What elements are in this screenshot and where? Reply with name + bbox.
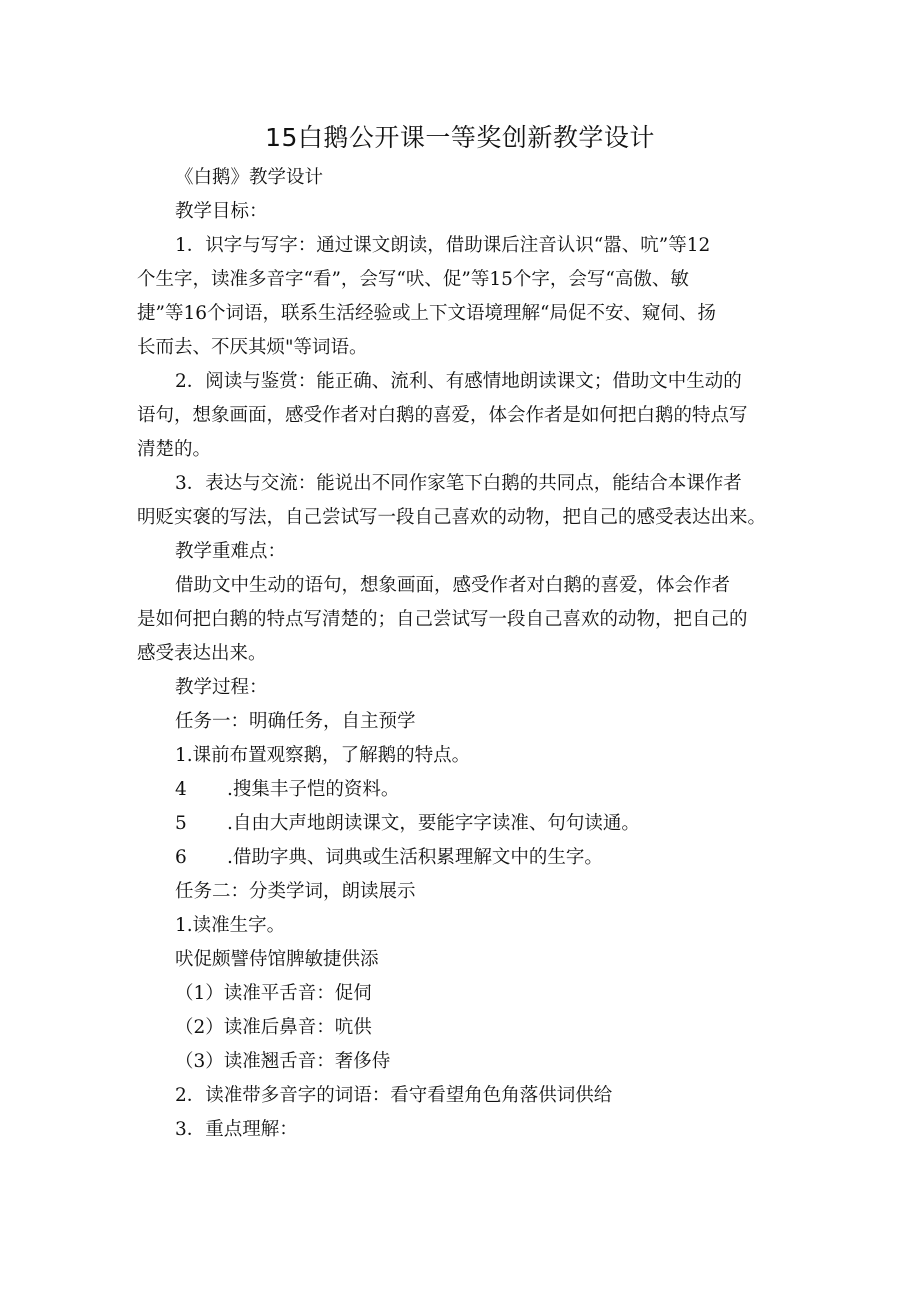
paragraph-line: 个生字，读准多音字“看”，会写“吠、促”等15个字，会写“高傲、敏 [137, 269, 689, 290]
list-text: .自由大声地朗读课文，要能字字读准、句句读通。 [227, 813, 640, 834]
paragraph-line: 语句，想象画面，感受作者对白鹅的喜爱，体会作者是如何把白鹅的特点写 [137, 405, 748, 426]
paragraph-line: 2．阅读与鉴赏：能正确、流利、有感情地朗读课文；借助文中生动的 [175, 371, 742, 392]
section-heading-key-points: 教学重难点： [175, 541, 287, 562]
subtitle: 《白鹅》教学设计 [175, 167, 324, 188]
list-item: 1.课前布置观察鹅，了解鹅的特点。 [175, 745, 471, 766]
list-text: .借助字典、词典或生活积累理解文中的生字。 [227, 847, 603, 868]
paragraph-line: 清楚的。 [137, 439, 212, 460]
sub-item: （3）读准翘舌音：奢侈侍 [175, 1051, 391, 1072]
section-heading-objectives: 教学目标： [175, 201, 268, 222]
paragraph-line: 1．识字与写字：通过课文朗读，借助课后注音认识“嚣、吭”等12 [175, 235, 711, 256]
list-item: 1.读准生字。 [175, 915, 286, 936]
document-body [137, 161, 791, 1147]
list-number: 5 [175, 813, 187, 834]
paragraph-line: 3．表达与交流：能说出不同作家笔下白鹅的共同点，能结合本课作者 [175, 473, 742, 494]
paragraph-line: 捷”等16个词语，联系生活经验或上下文语境理解“局促不安、窥伺、扬 [137, 303, 716, 324]
paragraph-line: 借助文中生动的语句，想象画面，感受作者对白鹅的喜爱，体会作者 [175, 575, 731, 596]
list-item [137, 807, 791, 841]
paragraph-line: 长而去、不厌其烦"等词语。 [137, 337, 368, 358]
paragraph-line: 是如何把白鹅的特点写清楚的；自己尝试写一段自己喜欢的动物，把自己的 [137, 609, 748, 630]
list-number: 6 [175, 847, 187, 868]
section-heading-process: 教学过程： [175, 677, 268, 698]
sub-item: （1）读准平舌音：促伺 [175, 983, 372, 1004]
sub-item: （2）读准后鼻音：吭供 [175, 1017, 372, 1038]
list-item [137, 841, 791, 875]
paragraph-line: 明贬实褒的写法，自己尝试写一段自己喜欢的动物，把自己的感受表达出来。 [137, 507, 767, 528]
task-heading: 任务二：分类学词，朗读展示 [175, 881, 416, 902]
list-number: 4 [175, 779, 187, 800]
list-text: .搜集丰子恺的资料。 [227, 779, 400, 800]
paragraph-line: 感受表达出来。 [137, 643, 267, 664]
list-item: 2．读准带多音字的词语：看守看望角色角落供词供给 [175, 1085, 613, 1106]
document-title: 15白鹅公开课一等奖创新教学设计 [265, 123, 655, 152]
character-list: 吠促颇譬侍馆脾敏捷供添 [175, 949, 379, 970]
task-heading: 任务一：明确任务，自主预学 [175, 711, 416, 732]
list-item [137, 773, 791, 807]
list-item: 3．重点理解： [175, 1119, 298, 1140]
